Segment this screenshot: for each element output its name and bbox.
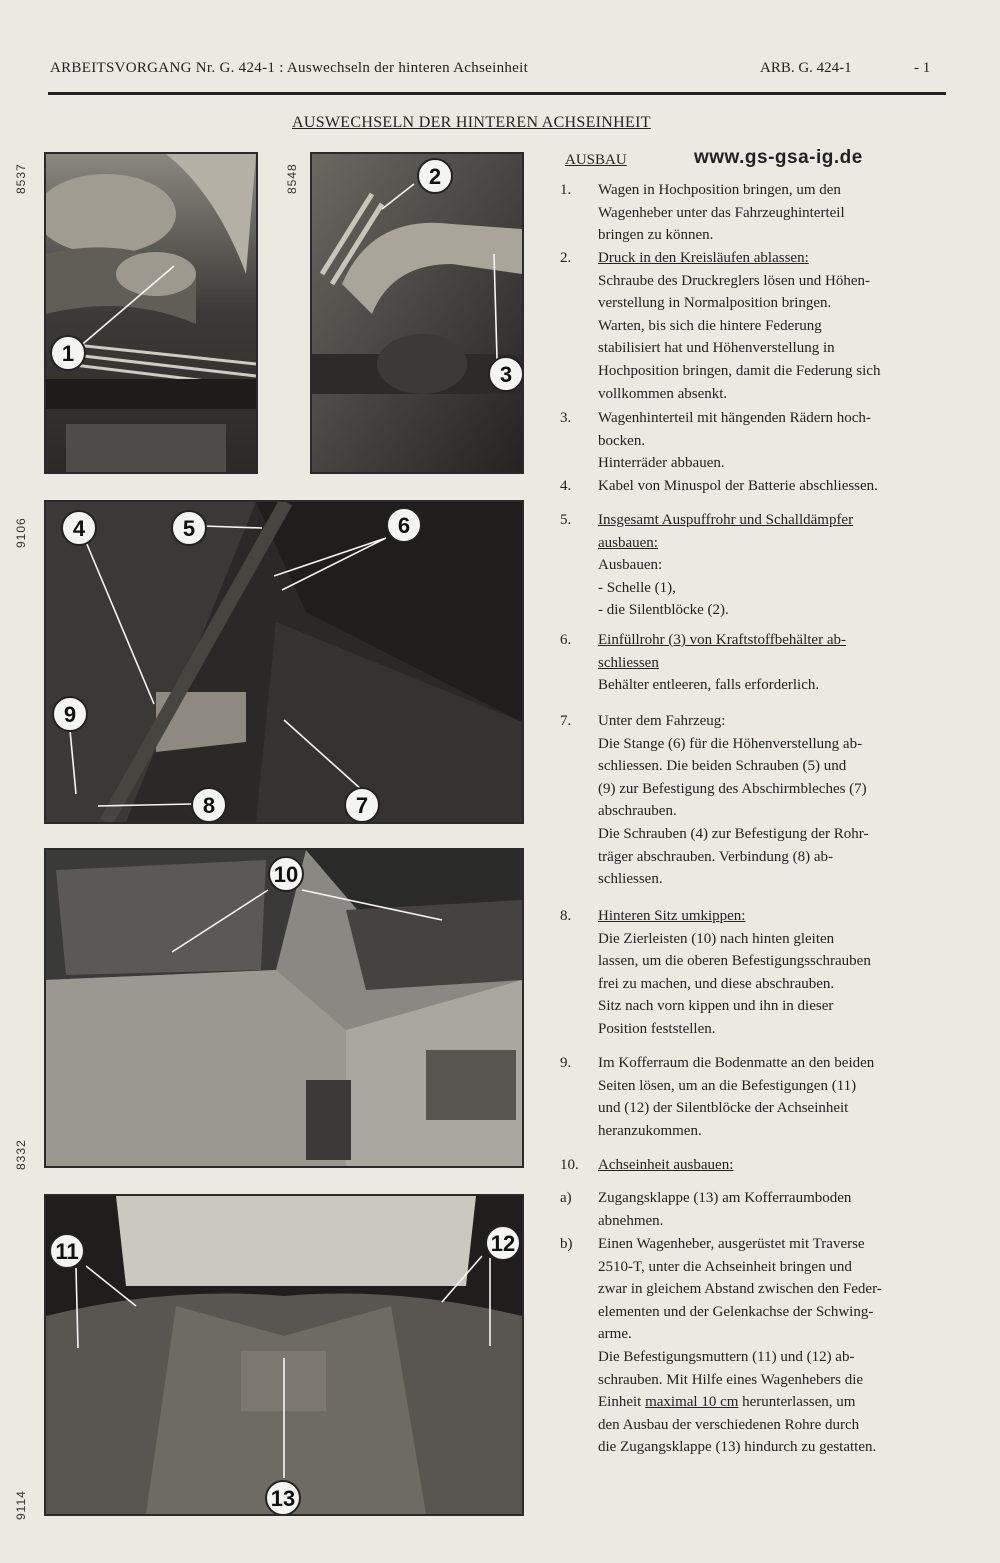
- step-line: Im Kofferraum die Bodenmatte an den beiden: [598, 1055, 875, 1071]
- step-line: - die Silentblöcke (2).: [598, 602, 729, 619]
- step-heading: Druck in den Kreisläufen ablassen:: [598, 250, 809, 266]
- step-line: Einen Wagenheber, ausgerüstet mit Traverse: [598, 1236, 865, 1252]
- step-line: Sitz nach vorn kippen und ihn in dieser: [598, 998, 834, 1015]
- step-number: b): [560, 1236, 573, 1252]
- callout-1: 1: [61, 341, 75, 366]
- callout-5: 5: [182, 516, 196, 541]
- step-line: Schraube des Druckreglers lösen und Höhen-: [598, 272, 870, 289]
- step-line: arme.: [598, 1326, 632, 1343]
- site-url: www.gs-gsa-ig.de: [694, 147, 863, 168]
- step-line: Die Stange (6) für die Höhenverstellung ab-: [598, 735, 863, 752]
- step-line: vollkommen absenkt.: [598, 385, 728, 402]
- callout-12: 12: [490, 1231, 516, 1256]
- callout-11: 11: [55, 1239, 79, 1264]
- step-line: 2510-T, unter die Achseinheit bringen und: [598, 1258, 852, 1275]
- step-line: Wagenhinterteil mit hängenden Rädern hoch-: [598, 410, 871, 426]
- header-rule: [48, 92, 946, 95]
- photo-silentblocks-filler: [310, 152, 524, 474]
- step-heading: ausbauen:: [598, 534, 658, 551]
- step-number: 5.: [560, 512, 572, 528]
- step-line: Wagenheber unter das Fahrzeughinterteil: [598, 204, 845, 221]
- step-line: die Zugangsklappe (13) hindurch zu gestatten.: [598, 1439, 877, 1456]
- step-heading: Einfüllrohr (3) von Kraftstoffbehälter ab-: [598, 632, 846, 648]
- step-text: Einheit: [598, 1394, 646, 1411]
- callout-8: 8: [202, 793, 216, 818]
- step-line: stabilisiert hat und Höhenverstellung in: [598, 340, 835, 357]
- step-number: 2.: [560, 250, 572, 266]
- step-line: Kabel von Minuspol der Batterie abschliessen.: [598, 478, 878, 494]
- step-line: zwar in gleichem Abstand zwischen den Feder-: [598, 1281, 882, 1298]
- step-heading: Achseinheit ausbauen:: [598, 1157, 734, 1173]
- step-line: Seiten lösen, um an die Befestigungen (11): [598, 1077, 857, 1094]
- step-number: 3.: [560, 410, 572, 426]
- step-line: Zugangsklappe (13) am Kofferraumboden: [598, 1190, 852, 1206]
- step-line: elementen und der Gelenkachse der Schwing-: [598, 1303, 874, 1320]
- step-line: Hochposition bringen, damit die Federung sich: [598, 363, 881, 379]
- step-heading: schliessen: [598, 654, 659, 671]
- step-line: Behälter entleeren, falls erforderlich.: [598, 677, 820, 694]
- step-line: Warten, bis sich die hintere Federung: [598, 317, 822, 334]
- step-line: schliessen.: [598, 871, 663, 888]
- step-line: frei zu machen, und diese abschrauben.: [598, 975, 835, 992]
- step-line: träger abschrauben. Verbindung (8) ab-: [598, 848, 834, 865]
- step-line: - Schelle (1),: [598, 579, 676, 596]
- step-number: a): [560, 1190, 572, 1206]
- step-number: 1.: [560, 182, 572, 198]
- step-heading: Insgesamt Auspuffrohr und Schalldämpfer: [598, 512, 854, 528]
- section-label: AUSBAU: [565, 152, 627, 168]
- photo-id-8537: 8537: [14, 163, 28, 194]
- step-line: [598, 1391, 970, 1414]
- callout-10: 10: [273, 862, 299, 887]
- step-line: schliessen. Die beiden Schrauben (5) und: [598, 758, 847, 775]
- step-line: Ausbauen:: [598, 557, 663, 574]
- callout-4: 4: [72, 516, 86, 541]
- step-line: Wagen in Hochposition bringen, um den: [598, 182, 841, 198]
- step-line: abschrauben.: [598, 803, 677, 820]
- step-number: 6.: [560, 632, 572, 648]
- step-line: den Ausbau der verschiedenen Rohre durch: [598, 1416, 860, 1433]
- step-line: Position feststellen.: [598, 1021, 716, 1037]
- step-line: Unter dem Fahrzeug:: [598, 713, 726, 729]
- step-number: 8.: [560, 908, 572, 924]
- step-line: und (12) der Silentblöcke der Achseinheit: [598, 1100, 849, 1117]
- step-line: Hinterräder abbauen.: [598, 455, 725, 472]
- callout-6: 6: [397, 513, 411, 538]
- step-text: herunterlassen, um: [738, 1394, 856, 1411]
- photo-id-9114: 9114: [14, 1490, 28, 1520]
- step-heading: Hinteren Sitz umkippen:: [598, 908, 746, 924]
- step-line: schrauben. Mit Hilfe eines Wagenhebers die: [598, 1371, 864, 1388]
- header-title: ARBEITSVORGANG Nr. G. 424-1 : Auswechseln der hinteren Achseinheit: [50, 60, 529, 76]
- step-line: (9) zur Befestigung des Abschirmbleches (7): [598, 780, 867, 797]
- callout-13: 13: [270, 1486, 296, 1511]
- photo-trunk-floor: [44, 1194, 524, 1516]
- step-number: 10.: [560, 1157, 579, 1173]
- page-number: - 1: [914, 60, 931, 76]
- photo-id-8548: 8548: [285, 163, 299, 194]
- step-number: 4.: [560, 478, 572, 494]
- step-line: abnehmen.: [598, 1212, 664, 1229]
- photo-id-8332: 8332: [14, 1139, 28, 1170]
- photo-underbody-shield: [44, 500, 524, 824]
- callout-3: 3: [499, 362, 513, 387]
- photo-rear-seat-trim: [44, 848, 524, 1168]
- step-number: 7.: [560, 713, 572, 729]
- photo-exhaust-clamp: [44, 152, 258, 474]
- step-line: bocken.: [598, 432, 646, 449]
- page-title: AUSWECHSELN DER HINTEREN ACHSEINHEIT: [292, 114, 651, 131]
- callout-9: 9: [63, 702, 77, 727]
- step-number: 9.: [560, 1055, 572, 1071]
- step-line: Die Zierleisten (10) nach hinten gleiten: [598, 930, 835, 947]
- step-line: lassen, um die oberen Befestigungsschrauben: [598, 953, 871, 970]
- step-line: heranzukommen.: [598, 1122, 702, 1139]
- step-emphasis: maximal 10 cm: [645, 1394, 739, 1411]
- callout-2: 2: [428, 164, 442, 189]
- step-line: bringen zu können.: [598, 227, 714, 244]
- step-line: Die Befestigungsmuttern (11) und (12) ab-: [598, 1349, 855, 1365]
- callout-7: 7: [355, 793, 369, 818]
- step-line: verstellung in Normalposition bringen.: [598, 295, 832, 312]
- photo-id-9106: 9106: [14, 517, 28, 548]
- header-ref: ARB. G. 424-1: [760, 60, 852, 76]
- step-line: Die Schrauben (4) zur Befestigung der Rohr-: [598, 826, 869, 842]
